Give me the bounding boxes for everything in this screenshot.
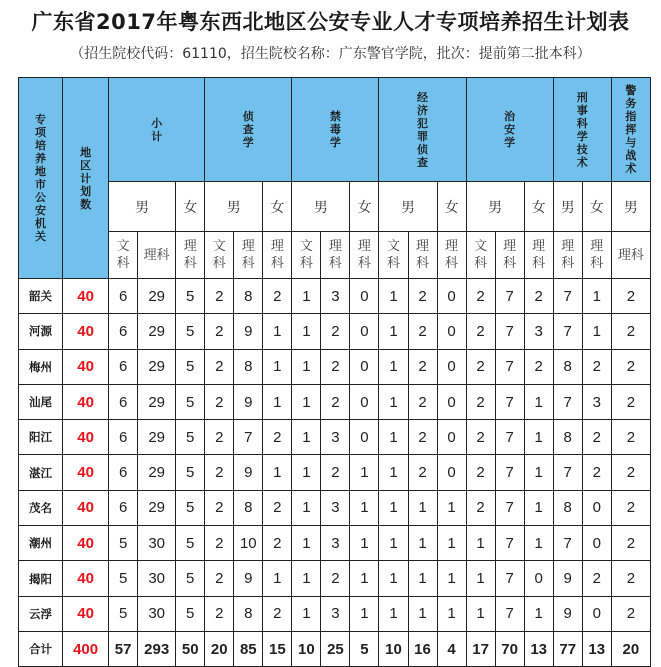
plan-count-cell: 3 <box>321 279 350 314</box>
city-name: 汕尾 <box>19 384 63 419</box>
plan-count-cell: 1 <box>524 455 553 490</box>
plan-count-cell: 1 <box>292 490 321 525</box>
plan-count-cell: 3 <box>582 384 611 419</box>
track-science: 理科 <box>582 232 611 279</box>
table-row <box>19 455 651 490</box>
total-row <box>19 631 651 666</box>
city-name: 梅州 <box>19 349 63 384</box>
plan-count-cell: 7 <box>495 349 524 384</box>
plan-count-cell: 25 <box>321 631 350 666</box>
plan-count-cell: 2 <box>524 279 553 314</box>
plan-count-cell: 5 <box>109 526 138 561</box>
plan-count-cell: 7 <box>495 279 524 314</box>
plan-count-cell: 293 <box>138 631 176 666</box>
header-row-majors <box>19 78 651 182</box>
plan-count-cell: 2 <box>263 526 292 561</box>
plan-count-cell: 7 <box>495 314 524 349</box>
plan-count-cell: 2 <box>611 490 650 525</box>
plan-count-cell: 0 <box>582 526 611 561</box>
plan-count-cell: 2 <box>611 596 650 631</box>
plan-count-cell: 29 <box>138 279 176 314</box>
plan-count-cell: 0 <box>350 314 379 349</box>
plan-count-cell: 3 <box>321 490 350 525</box>
table-row <box>19 596 651 631</box>
plan-count-cell: 1 <box>379 455 408 490</box>
table-row <box>19 349 651 384</box>
plan-count-cell: 1 <box>379 561 408 596</box>
plan-count-cell: 1 <box>350 596 379 631</box>
plan-count-cell: 1 <box>379 279 408 314</box>
plan-count-cell: 1 <box>292 561 321 596</box>
plan-count-cell: 1 <box>263 349 292 384</box>
plan-count-cell: 8 <box>553 420 582 455</box>
track-science: 理科 <box>611 232 650 279</box>
plan-count-cell: 1 <box>292 279 321 314</box>
plan-count-cell: 3 <box>321 526 350 561</box>
header-subtotal: 小计 <box>109 78 205 182</box>
plan-count-cell: 1 <box>408 561 437 596</box>
plan-count-cell: 1 <box>263 314 292 349</box>
header-row-gender <box>19 182 651 232</box>
region-quota: 40 <box>63 420 109 455</box>
plan-count-cell: 2 <box>611 526 650 561</box>
plan-count-cell: 9 <box>234 561 263 596</box>
page-subtitle: （招生院校代码：61110，招生院校名称：广东警官学院，批次：提前第二批本科） <box>70 46 591 62</box>
plan-count-cell: 6 <box>109 420 138 455</box>
plan-count-cell: 8 <box>553 349 582 384</box>
plan-count-cell: 0 <box>582 490 611 525</box>
gender-female: 女 <box>524 182 553 232</box>
plan-count-cell: 0 <box>437 420 466 455</box>
plan-count-cell: 30 <box>138 596 176 631</box>
plan-count-cell: 2 <box>582 561 611 596</box>
plan-count-cell: 2 <box>321 349 350 384</box>
plan-count-cell: 2 <box>611 561 650 596</box>
plan-count-cell: 2 <box>466 384 495 419</box>
plan-count-cell: 1 <box>524 420 553 455</box>
plan-count-cell: 13 <box>524 631 553 666</box>
plan-count-cell: 0 <box>437 384 466 419</box>
plan-count-cell: 1 <box>582 279 611 314</box>
header-investigation: 侦查学 <box>205 78 292 182</box>
plan-count-cell: 0 <box>437 349 466 384</box>
plan-count-cell: 2 <box>321 455 350 490</box>
track-science: 理科 <box>408 232 437 279</box>
track-science: 理科 <box>176 232 205 279</box>
plan-count-cell: 2 <box>408 420 437 455</box>
plan-count-cell: 8 <box>234 349 263 384</box>
region-quota: 40 <box>63 455 109 490</box>
plan-count-cell: 2 <box>408 384 437 419</box>
plan-count-cell: 1 <box>437 561 466 596</box>
plan-count-cell: 0 <box>437 314 466 349</box>
plan-count-cell: 1 <box>524 526 553 561</box>
plan-count-cell: 7 <box>553 314 582 349</box>
plan-count-cell: 0 <box>582 596 611 631</box>
plan-count-cell: 2 <box>263 596 292 631</box>
header-quota: 地区计划数 <box>63 78 109 279</box>
track-arts: 文科 <box>379 232 408 279</box>
plan-count-cell: 2 <box>205 349 234 384</box>
plan-count-cell: 1 <box>379 490 408 525</box>
plan-count-cell: 1 <box>524 596 553 631</box>
plan-count-cell: 2 <box>205 420 234 455</box>
plan-count-cell: 2 <box>408 314 437 349</box>
plan-count-cell: 57 <box>109 631 138 666</box>
plan-count-cell: 29 <box>138 420 176 455</box>
plan-count-cell: 6 <box>109 349 138 384</box>
plan-count-cell: 10 <box>292 631 321 666</box>
table-row <box>19 314 651 349</box>
plan-count-cell: 2 <box>321 384 350 419</box>
plan-count-cell: 29 <box>138 384 176 419</box>
plan-count-cell: 2 <box>611 420 650 455</box>
plan-count-cell: 2 <box>466 314 495 349</box>
plan-count-cell: 2 <box>408 349 437 384</box>
track-science: 理科 <box>263 232 292 279</box>
plan-count-cell: 1 <box>350 526 379 561</box>
track-science: 理科 <box>495 232 524 279</box>
plan-count-cell: 2 <box>611 279 650 314</box>
plan-count-cell: 0 <box>350 420 379 455</box>
plan-count-cell: 0 <box>350 349 379 384</box>
header-police-command: 警务指挥与战术 <box>611 78 650 182</box>
plan-count-cell: 20 <box>205 631 234 666</box>
plan-count-cell: 20 <box>611 631 650 666</box>
plan-count-cell: 2 <box>263 279 292 314</box>
region-quota: 40 <box>63 349 109 384</box>
plan-count-cell: 7 <box>553 455 582 490</box>
city-name: 潮州 <box>19 526 63 561</box>
plan-count-cell: 7 <box>234 420 263 455</box>
plan-count-cell: 2 <box>408 455 437 490</box>
plan-count-cell: 1 <box>379 314 408 349</box>
header-public-security: 治安学 <box>466 78 553 182</box>
gender-female: 女 <box>263 182 292 232</box>
plan-count-cell: 5 <box>176 490 205 525</box>
table-row <box>19 490 651 525</box>
plan-count-cell: 2 <box>466 490 495 525</box>
plan-count-cell: 2 <box>205 596 234 631</box>
plan-count-cell: 1 <box>379 420 408 455</box>
plan-count-cell: 0 <box>350 279 379 314</box>
region-quota: 40 <box>63 384 109 419</box>
plan-count-cell: 1 <box>524 490 553 525</box>
track-arts: 文科 <box>292 232 321 279</box>
plan-count-cell: 2 <box>263 420 292 455</box>
plan-count-cell: 50 <box>176 631 205 666</box>
plan-count-cell: 0 <box>350 384 379 419</box>
plan-count-cell: 1 <box>292 455 321 490</box>
plan-count-cell: 1 <box>379 526 408 561</box>
plan-count-cell: 29 <box>138 349 176 384</box>
plan-count-cell: 1 <box>263 561 292 596</box>
plan-count-cell: 2 <box>205 490 234 525</box>
table-row <box>19 420 651 455</box>
plan-count-cell: 9 <box>553 596 582 631</box>
plan-count-cell: 1 <box>437 490 466 525</box>
plan-count-cell: 2 <box>466 420 495 455</box>
plan-count-cell: 5 <box>176 314 205 349</box>
page-title: 广东省2017年粤东西北地区公安专业人才专项培养招生计划表 <box>31 10 630 34</box>
plan-count-cell: 3 <box>321 420 350 455</box>
plan-count-cell: 1 <box>292 526 321 561</box>
plan-count-cell: 9 <box>553 561 582 596</box>
plan-count-cell: 2 <box>205 314 234 349</box>
plan-count-cell: 1 <box>408 596 437 631</box>
header-row-track <box>19 232 651 279</box>
city-name: 韶关 <box>19 279 63 314</box>
plan-count-cell: 7 <box>553 526 582 561</box>
table-row <box>19 384 651 419</box>
region-quota: 40 <box>63 490 109 525</box>
plan-count-cell: 5 <box>176 279 205 314</box>
track-science: 理科 <box>437 232 466 279</box>
plan-count-cell: 8 <box>234 596 263 631</box>
plan-count-cell: 5 <box>176 420 205 455</box>
plan-count-cell: 2 <box>205 526 234 561</box>
plan-count-cell: 2 <box>408 279 437 314</box>
plan-count-cell: 0 <box>437 455 466 490</box>
plan-count-cell: 5 <box>109 596 138 631</box>
gender-male: 男 <box>379 182 437 232</box>
header-agency: 专项培养地市公安机关 <box>19 78 63 279</box>
plan-count-cell: 2 <box>205 561 234 596</box>
gender-female: 女 <box>176 182 205 232</box>
plan-count-cell: 2 <box>582 420 611 455</box>
total-label: 合计 <box>19 631 63 666</box>
plan-count-cell: 5 <box>176 384 205 419</box>
plan-count-cell: 8 <box>234 279 263 314</box>
plan-count-cell: 7 <box>495 455 524 490</box>
track-science: 理科 <box>553 232 582 279</box>
plan-count-cell: 2 <box>611 384 650 419</box>
plan-count-cell: 4 <box>437 631 466 666</box>
plan-count-cell: 1 <box>350 561 379 596</box>
region-quota: 40 <box>63 314 109 349</box>
city-name: 河源 <box>19 314 63 349</box>
plan-count-cell: 5 <box>176 561 205 596</box>
plan-count-cell: 0 <box>437 279 466 314</box>
plan-count-cell: 29 <box>138 455 176 490</box>
header-narcotics: 禁毒学 <box>292 78 379 182</box>
plan-count-cell: 1 <box>408 490 437 525</box>
city-name: 云浮 <box>19 596 63 631</box>
track-science: 理科 <box>350 232 379 279</box>
header-forensic-tech: 刑事科学技术 <box>553 78 611 182</box>
gender-male: 男 <box>553 182 582 232</box>
plan-count-cell: 1 <box>292 314 321 349</box>
plan-count-cell: 1 <box>437 596 466 631</box>
plan-count-cell: 15 <box>263 631 292 666</box>
plan-count-cell: 10 <box>379 631 408 666</box>
plan-count-cell: 1 <box>379 349 408 384</box>
gender-female: 女 <box>582 182 611 232</box>
plan-count-cell: 1 <box>292 349 321 384</box>
city-name: 湛江 <box>19 455 63 490</box>
plan-count-cell: 5 <box>350 631 379 666</box>
plan-count-cell: 1 <box>524 384 553 419</box>
city-name: 揭阳 <box>19 561 63 596</box>
plan-count-cell: 3 <box>524 314 553 349</box>
plan-count-cell: 1 <box>408 526 437 561</box>
plan-count-cell: 77 <box>553 631 582 666</box>
plan-count-cell: 2 <box>263 490 292 525</box>
plan-count-cell: 1 <box>263 384 292 419</box>
plan-count-cell: 2 <box>582 455 611 490</box>
plan-count-cell: 1 <box>437 526 466 561</box>
plan-count-cell: 17 <box>466 631 495 666</box>
plan-count-cell: 7 <box>495 490 524 525</box>
plan-count-cell: 6 <box>109 384 138 419</box>
plan-count-cell: 1 <box>582 314 611 349</box>
track-arts: 文科 <box>466 232 495 279</box>
plan-count-cell: 9 <box>234 455 263 490</box>
header-economic-crime: 经济犯罪侦查 <box>379 78 466 182</box>
region-quota: 40 <box>63 561 109 596</box>
track-arts: 文科 <box>109 232 138 279</box>
plan-count-cell: 6 <box>109 455 138 490</box>
plan-count-cell: 1 <box>379 384 408 419</box>
plan-count-cell: 0 <box>524 561 553 596</box>
plan-count-cell: 2 <box>321 314 350 349</box>
plan-count-cell: 16 <box>408 631 437 666</box>
plan-count-cell: 29 <box>138 314 176 349</box>
plan-count-cell: 7 <box>495 420 524 455</box>
plan-count-cell: 5 <box>176 349 205 384</box>
plan-count-cell: 5 <box>109 561 138 596</box>
plan-count-cell: 85 <box>234 631 263 666</box>
plan-count-cell: 2 <box>582 349 611 384</box>
plan-count-cell: 1 <box>292 384 321 419</box>
gender-female: 女 <box>350 182 379 232</box>
plan-count-cell: 2 <box>205 384 234 419</box>
region-quota: 40 <box>63 279 109 314</box>
plan-count-cell: 29 <box>138 490 176 525</box>
city-name: 阳江 <box>19 420 63 455</box>
gender-male: 男 <box>205 182 263 232</box>
plan-count-cell: 6 <box>109 490 138 525</box>
gender-male: 男 <box>109 182 176 232</box>
table-row <box>19 526 651 561</box>
plan-count-cell: 2 <box>321 561 350 596</box>
plan-count-cell: 2 <box>466 455 495 490</box>
plan-count-cell: 1 <box>350 490 379 525</box>
plan-count-cell: 7 <box>495 384 524 419</box>
plan-count-cell: 10 <box>234 526 263 561</box>
table-row <box>19 279 651 314</box>
region-quota: 40 <box>63 526 109 561</box>
region-quota: 40 <box>63 596 109 631</box>
track-science: 理科 <box>234 232 263 279</box>
plan-count-cell: 13 <box>582 631 611 666</box>
plan-count-cell: 30 <box>138 561 176 596</box>
city-name: 茂名 <box>19 490 63 525</box>
region-quota: 400 <box>63 631 109 666</box>
plan-count-cell: 2 <box>611 314 650 349</box>
plan-count-cell: 8 <box>553 490 582 525</box>
table-row <box>19 561 651 596</box>
plan-count-cell: 2 <box>205 455 234 490</box>
plan-count-cell: 3 <box>321 596 350 631</box>
plan-count-cell: 1 <box>379 596 408 631</box>
plan-count-cell: 70 <box>495 631 524 666</box>
track-science: 理科 <box>321 232 350 279</box>
plan-count-cell: 5 <box>176 596 205 631</box>
enrollment-plan-table <box>18 77 651 667</box>
gender-male: 男 <box>611 182 650 232</box>
plan-count-cell: 1 <box>466 596 495 631</box>
track-arts: 文科 <box>205 232 234 279</box>
plan-count-cell: 1 <box>263 455 292 490</box>
gender-female: 女 <box>437 182 466 232</box>
plan-count-cell: 2 <box>611 349 650 384</box>
plan-count-cell: 1 <box>350 455 379 490</box>
plan-count-cell: 7 <box>495 526 524 561</box>
gender-male: 男 <box>466 182 524 232</box>
plan-count-cell: 2 <box>466 349 495 384</box>
plan-count-cell: 6 <box>109 279 138 314</box>
plan-count-cell: 1 <box>292 596 321 631</box>
plan-count-cell: 1 <box>466 526 495 561</box>
plan-count-cell: 7 <box>495 561 524 596</box>
plan-count-cell: 9 <box>234 384 263 419</box>
plan-count-cell: 2 <box>205 279 234 314</box>
plan-count-cell: 7 <box>553 279 582 314</box>
track-science: 理科 <box>138 232 176 279</box>
gender-male: 男 <box>292 182 350 232</box>
plan-count-cell: 7 <box>495 596 524 631</box>
plan-count-cell: 9 <box>234 314 263 349</box>
plan-count-cell: 7 <box>553 384 582 419</box>
plan-count-cell: 5 <box>176 455 205 490</box>
plan-count-cell: 30 <box>138 526 176 561</box>
plan-count-cell: 6 <box>109 314 138 349</box>
plan-count-cell: 5 <box>176 526 205 561</box>
track-science: 理科 <box>524 232 553 279</box>
plan-count-cell: 8 <box>234 490 263 525</box>
plan-count-cell: 1 <box>292 420 321 455</box>
plan-count-cell: 2 <box>611 455 650 490</box>
plan-count-cell: 2 <box>466 279 495 314</box>
plan-count-cell: 1 <box>466 561 495 596</box>
plan-count-cell: 2 <box>524 349 553 384</box>
